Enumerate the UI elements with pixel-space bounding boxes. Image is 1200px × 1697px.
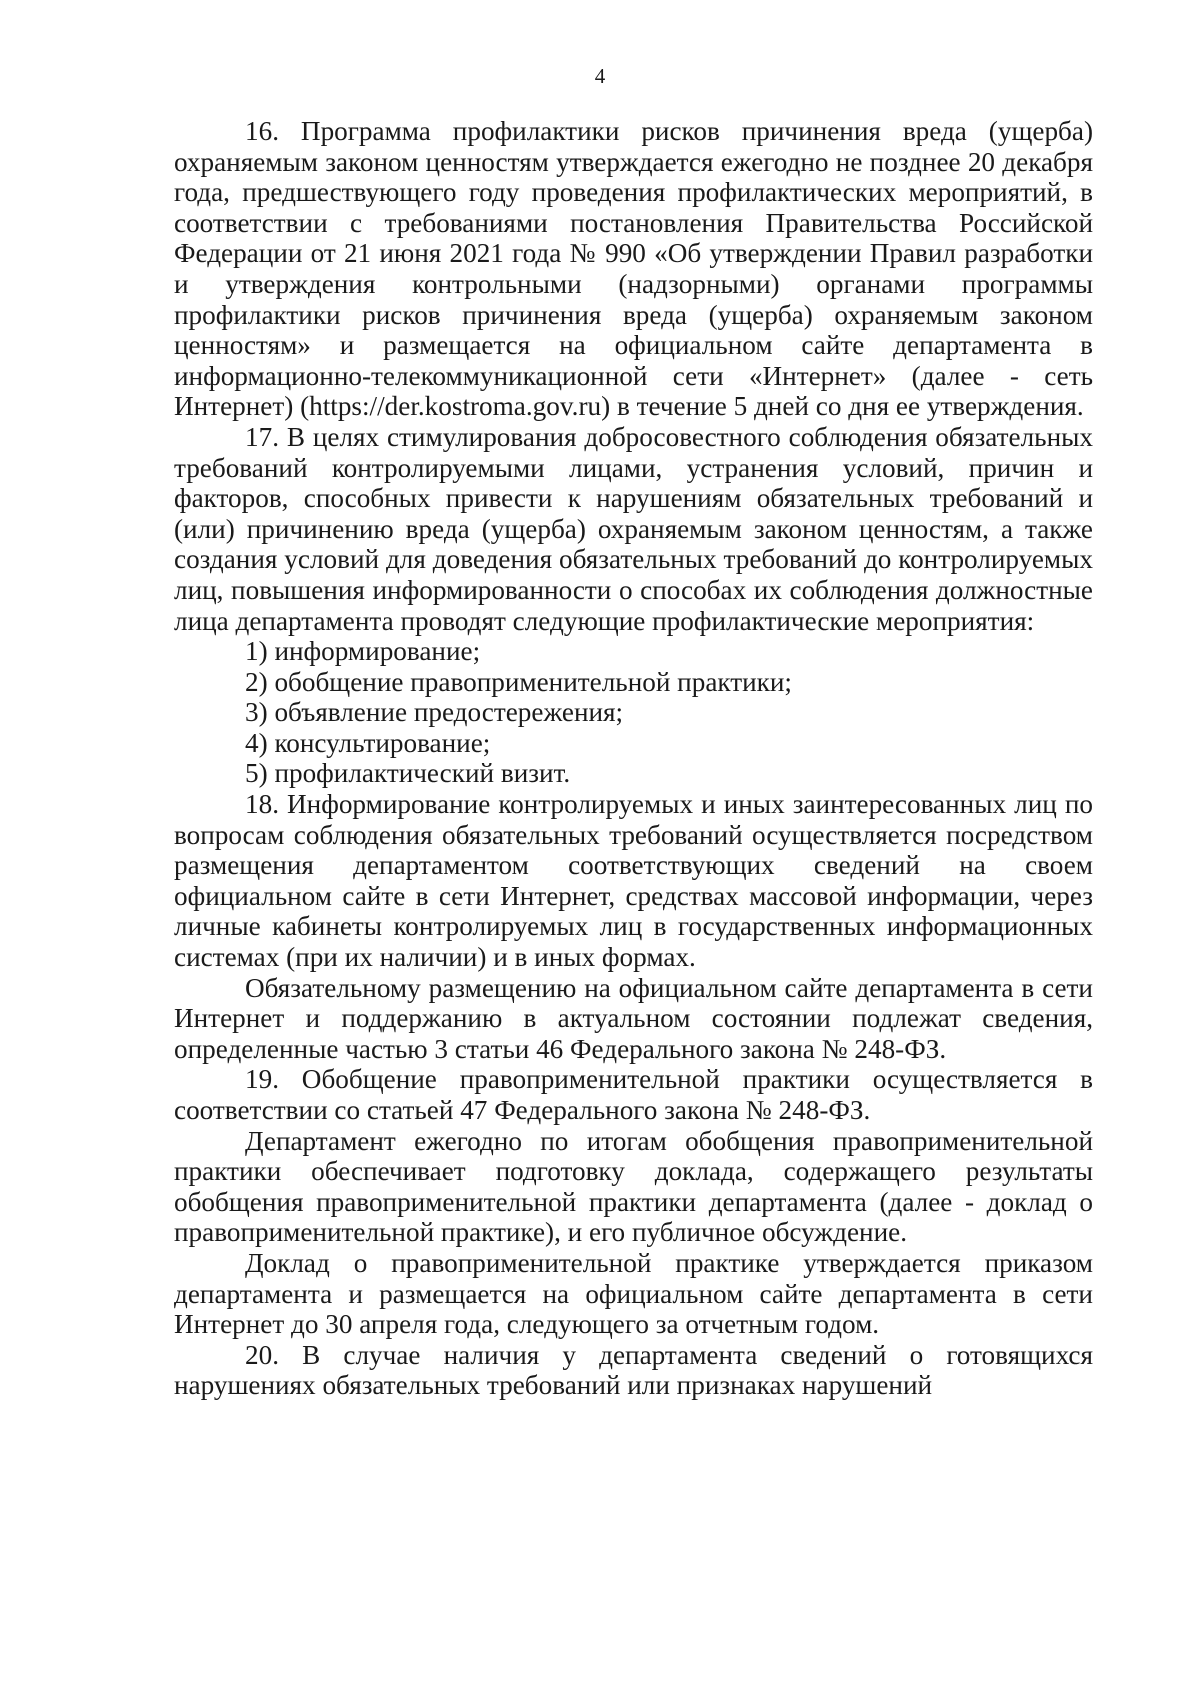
- paragraph-19: 19. Обобщение правоприменительной практики осуществляется в соответствии со статьей 47 Федерального закона № 248-ФЗ.: [174, 1064, 1093, 1125]
- paragraph-19-report: Департамент ежегодно по итогам обобщения правоприменительной практики обеспечивает подготовку доклада, содержащего результаты обобщения правоприменительной практики департамента (далее - доклад о правоприменительной практике), и его публичное обсуждение.: [174, 1125, 1093, 1248]
- paragraph-19-approval: Доклад о правоприменительной практике утверждается приказом департамента и размещается на официальном сайте департамента в сети Интернет до 30 апреля года, следующего за отчетным годом.: [174, 1247, 1093, 1340]
- list-item: 3) объявление предостережения;: [245, 697, 624, 728]
- paragraph-20: 20. В случае наличия у департамента сведений о готовящихся нарушениях обязательных требований или признаках нарушений: [174, 1339, 1093, 1401]
- paragraph-18: 18. Информирование контролируемых и иных заинтересованных лиц по вопросам соблюдения обязательных требований осуществляется посредством размещения департаментом соответствующих сведений на своем официальном сайте в сети Интернет, средствах массовой информации, через личные кабинеты контролируемых лиц в государственных информационных системах (при их наличии) и в иных формах.: [174, 789, 1093, 973]
- paragraph-17: 17. В целях стимулирования добросовестного соблюдения обязательных требований контролируемыми лицами, устранения условий, причин и факторов, способных привести к нарушениям обязательных требований и (или) причинению вреда (ущерба) охраняемым законом ценностям, а также создания условий для доведения обязательных требований до контролируемых лиц, повышения информированности о способах их соблюдения должностные лица департамента проводят следующие профилактические мероприятия:: [174, 421, 1093, 636]
- paragraph-18-continued: Обязательному размещению на официальном сайте департамента в сети Интернет и поддержанию в актуальном состоянии подлежат сведения, определенные частью 3 статьи 46 Федерального закона № 248-ФЗ.: [174, 972, 1093, 1064]
- page-number: 4: [594, 64, 606, 88]
- list-item: 1) информирование;: [245, 636, 481, 667]
- list-item: 5) профилактический визит.: [245, 758, 571, 789]
- paragraph-16: 16. Программа профилактики рисков причинения вреда (ущерба) охраняемым законом ценностям утверждается ежегодно не позднее 20 декабря года, предшествующего году проведения профилактических мероприятий, в соответствии с требованиями постановления Правительства Российской Федерации от 21 июня 2021 года № 990 «Об утверждении Правил разработки и утверждения контрольными (надзорными) органами программы профилактики рисков причинения вреда (ущерба) охраняемым законом ценностям» и размещается на официальном сайте департамента в информационно-телекоммуникационной сети «Интернет» (далее - сеть Интернет) (https://der.kostroma.gov.ru) в течение 5 дней со дня ее утверждения.: [174, 116, 1093, 422]
- document-body: [174, 116, 1093, 1401]
- list-item: 4) консультирование;: [245, 727, 491, 758]
- list-item: 2) обобщение правоприменительной практики;: [245, 666, 792, 697]
